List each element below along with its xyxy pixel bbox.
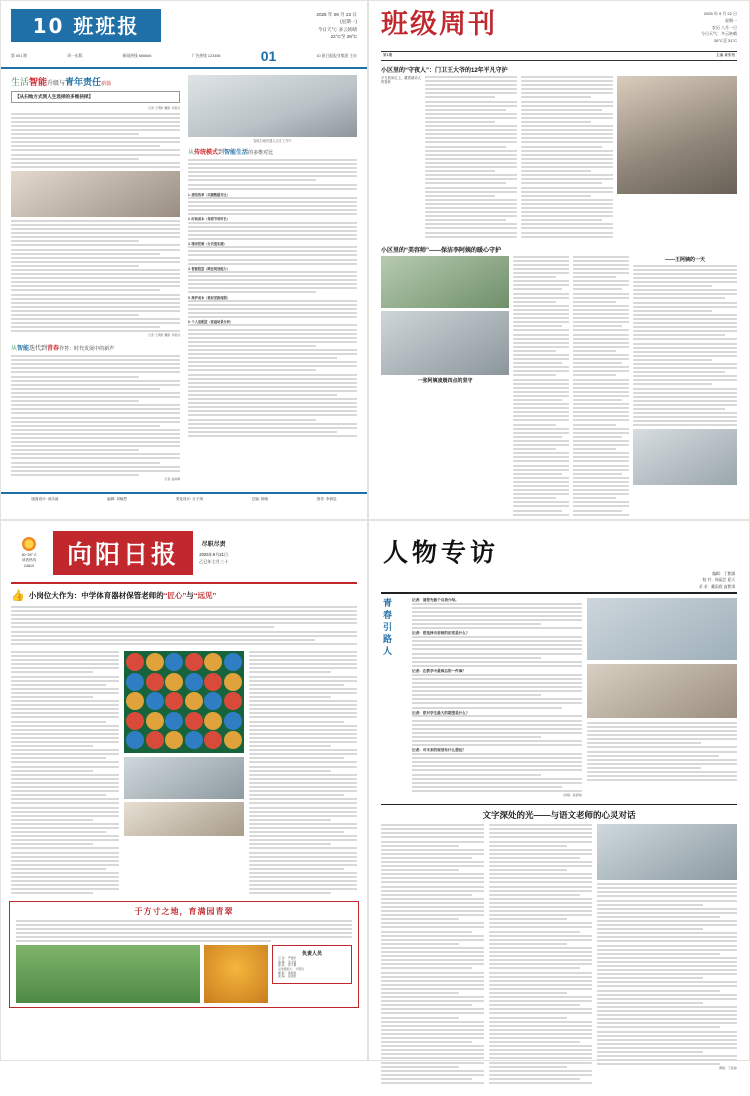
p1-lead-title bbox=[11, 75, 180, 88]
p3-date: 2025年9月21日 bbox=[199, 551, 229, 557]
p2-article-1-col2 bbox=[573, 256, 629, 518]
p3-duty-4: 摄 影： 黄梓航 bbox=[278, 970, 297, 975]
p2-col-right bbox=[633, 256, 737, 518]
p2-header bbox=[369, 1, 749, 47]
p1-lead-title-a: 生活 bbox=[11, 77, 30, 87]
p2-article-0-sub: 平凡的岗位上，藏着最动人的春秋 bbox=[381, 75, 421, 85]
p1-issue: 第 001 期 bbox=[11, 53, 28, 58]
p1-publisher: 10 班日报报业集团 主办 bbox=[316, 53, 357, 58]
p2-article-0-col2 bbox=[521, 76, 613, 240]
p3-lead-title bbox=[29, 590, 217, 601]
p3-photo-shelf-wrap bbox=[124, 651, 244, 897]
p1-adline: 广告热线 123456 bbox=[191, 53, 221, 58]
p1-photo-caption: 智能扫地机器人正在工作中 bbox=[253, 139, 292, 143]
p2-weather: 今日天气：多云转晴 bbox=[701, 31, 737, 37]
p4-vertical-title: 青春引路人 bbox=[382, 597, 392, 658]
p2-photo-mopping bbox=[381, 311, 509, 375]
p1-footer-4: 指导: 李润辰 bbox=[316, 496, 337, 501]
p2-meta bbox=[701, 11, 737, 45]
p1-page-number: 01 bbox=[260, 48, 277, 64]
p1-photo-person bbox=[11, 171, 180, 217]
p1-footer-0: 版面设计: 汤乐函 bbox=[31, 496, 59, 501]
p1-s2-post: 的多维对比 bbox=[248, 150, 274, 156]
p4-credit-right-0: (供稿：高紫琪) bbox=[563, 793, 582, 798]
p1-footer-2: 美化设计: 万子琪 bbox=[175, 496, 203, 501]
p4-photo-classroom bbox=[597, 824, 737, 880]
p2-weekday: 星期一 bbox=[725, 17, 737, 23]
p3-header bbox=[1, 521, 367, 579]
p3-weather bbox=[11, 537, 47, 569]
p1-left-column bbox=[11, 75, 180, 482]
p1-lead-body-2 bbox=[11, 220, 180, 333]
p4-photo-teacher bbox=[587, 664, 737, 718]
p3-duty-5: 美 编： 张锦依 bbox=[278, 974, 297, 979]
p3-lead-body bbox=[11, 606, 357, 645]
p4-q-0: 记者：请您先做个自我介绍。 bbox=[412, 597, 459, 602]
p1-s2-a: 传统模式 bbox=[194, 150, 219, 156]
p1-right-column bbox=[188, 75, 357, 482]
p3-box2-title: 于方寸之地，育满园青翠 bbox=[134, 906, 234, 916]
p1-s2-item-1: 2. 时间成本（每周节省时长） bbox=[188, 217, 230, 222]
p1-subbar bbox=[1, 46, 367, 69]
p1-date: 2025 年 09 月 22 日 bbox=[316, 11, 357, 17]
p3-lead-mid: 与 bbox=[186, 591, 194, 600]
p4-credit-2: 采 采：戴雨欣 高紫琪 bbox=[698, 584, 735, 589]
p1-section2-intro bbox=[188, 159, 357, 190]
p2-article-0-title: 小区里的“守夜人”：门卫王大爷的12年平凡守护 bbox=[381, 67, 508, 74]
p4-q-2: 记者：在教学中最难忘的一件事？ bbox=[412, 668, 466, 673]
p1-lead-subtitle: 【从扫地方式到人生选择的多维抉择】 bbox=[11, 91, 180, 103]
p4-photo-interview bbox=[587, 598, 737, 660]
sheet-xiangyang-daily bbox=[0, 520, 368, 1061]
sheet-class-weekly bbox=[368, 0, 750, 520]
p2-photo-guard-wrap bbox=[617, 76, 737, 240]
p1-section2-list bbox=[188, 193, 357, 437]
p4-q-4: 记者：对未来的规划有什么想法？ bbox=[412, 748, 466, 753]
p2-photo-cleaner-wrap bbox=[381, 256, 509, 518]
p3-duty-2: 排 版： 周子墨 bbox=[278, 963, 297, 968]
p3-duty-3: 采访组组长： 卢陈辰 bbox=[278, 966, 304, 971]
p1-s3-a: 智能 bbox=[17, 346, 30, 353]
sun-icon bbox=[22, 537, 36, 551]
p3-lead-title-a: 小岗位大作为： bbox=[28, 591, 82, 600]
p2-article-3-title: 一张阿姨凌晨四点的坚守 bbox=[417, 377, 473, 384]
p3-col-right bbox=[249, 651, 357, 897]
p1-lead-title-d: 青年责任 bbox=[65, 77, 102, 87]
p4-masthead: 人物专访 bbox=[383, 538, 500, 567]
p2-masthead: 班级周刊 bbox=[381, 9, 497, 40]
p3-photo-storage bbox=[124, 802, 244, 836]
p3-rule bbox=[11, 582, 357, 584]
p1-section3 bbox=[11, 343, 180, 481]
p1-s2-item-2: 3. 噪音控制（分贝值实测） bbox=[188, 242, 227, 247]
p1-lead-title-b: 智能 bbox=[29, 77, 48, 87]
p1-weekday: (星期一) bbox=[340, 19, 357, 25]
p2-date: 2025 年 9 月 22 日 bbox=[703, 11, 737, 16]
p2-issue: 第1期 bbox=[383, 53, 393, 58]
p2-article-1-title: 小区里的“美容师”——保洁李阿姨的暖心守护 bbox=[381, 247, 502, 254]
p1-week: 周一出版 bbox=[67, 53, 83, 58]
p2-article-1-col1 bbox=[513, 256, 569, 518]
sheet-class-bulletin bbox=[0, 0, 368, 520]
p4-rule-2 bbox=[381, 804, 737, 806]
p1-masthead: 10 班班报 bbox=[11, 9, 161, 42]
p3-photo-equipment-shelf bbox=[124, 651, 244, 753]
p3-duty-1: 编 辑： 沈书瑶 bbox=[278, 959, 297, 964]
p3-hotline-label: 读者热线 bbox=[21, 558, 37, 563]
p1-s3-post: 作答：时代发展中的新声 bbox=[59, 346, 115, 353]
p1-header bbox=[1, 1, 367, 46]
p1-section2-title bbox=[188, 147, 357, 156]
p4-a2-photo-col bbox=[597, 824, 737, 1086]
p2-editor-name: 姜奕柏 bbox=[724, 53, 735, 58]
p1-footer-1: 编辑: 刘晓然 bbox=[107, 496, 128, 501]
p1-s2-item-5: 6. 个人适配度（家庭场景分析） bbox=[188, 320, 233, 325]
p2-article-2-title: ——王阿姨的一天 bbox=[664, 256, 705, 263]
p1-s2-b: 智能生活 bbox=[224, 150, 249, 156]
p4-credit-0: 编辑：丁紫涵 bbox=[712, 572, 735, 576]
p1-s2-item-3: 4. 智能程度（路径规划能力） bbox=[188, 266, 230, 271]
p3-box2-body bbox=[16, 920, 352, 942]
p1-footer bbox=[1, 492, 367, 505]
p2-article-0-col1 bbox=[425, 76, 517, 240]
p1-lead-byline-2: 记者: 王明轩 摄影: 李思远 bbox=[148, 333, 180, 338]
p2-editor bbox=[716, 53, 735, 58]
p3-photo-flower bbox=[204, 945, 268, 1003]
p1-s3-b: 青春 bbox=[47, 346, 60, 353]
p3-lunar: 乙巳年七月三十 bbox=[199, 559, 229, 565]
p4-credit-1: 校 对：杨晶芸 夏天 bbox=[702, 578, 735, 583]
p3-photo-indoor bbox=[124, 757, 244, 799]
thumbs-up-icon: 👍 bbox=[11, 590, 25, 602]
p1-section3-body bbox=[11, 355, 180, 476]
p2-editor-label: 主编 bbox=[716, 53, 724, 58]
p1-s2-item-0: 1. 清洁效率（实测数据对比） bbox=[188, 192, 230, 197]
p1-section3-title bbox=[11, 343, 180, 352]
p3-duty-title: 负责人员 bbox=[301, 951, 322, 958]
p4-rule bbox=[381, 592, 737, 594]
p3-lead-q1: “匠心” bbox=[163, 591, 187, 600]
p1-lead-byline: 记者: 王明轩 摄影: 李思远 bbox=[148, 106, 180, 110]
p3-duty-box bbox=[272, 945, 352, 984]
p1-s3-pre: 从 bbox=[11, 346, 18, 353]
p4-q-3: 记者：您对学生最大的期望是什么？ bbox=[412, 710, 470, 715]
p1-photo-robot bbox=[188, 75, 357, 137]
p4-vertical-title-wrap bbox=[381, 598, 407, 798]
p4-a2-col1 bbox=[381, 824, 484, 1086]
p1-footer-3: 总编: 蒋晓 bbox=[251, 496, 268, 501]
p1-date-block bbox=[169, 9, 357, 42]
p2-issuebar bbox=[381, 51, 737, 61]
p3-lead-q2: “远见” bbox=[193, 591, 217, 600]
p2-lunar: 农历 八月一日 bbox=[711, 24, 737, 30]
p3-duty-0: 记 者： 严嘉轩 bbox=[278, 956, 297, 961]
p4-q-1: 记者：您选择当老师的初衷是什么？ bbox=[412, 631, 470, 636]
p2-article-2-body bbox=[633, 265, 737, 427]
p1-lead-title-e: 新篇 bbox=[101, 81, 112, 87]
p1-s2-pre: 从 bbox=[188, 150, 195, 156]
p4-a2-col2 bbox=[489, 824, 592, 1086]
p2-body bbox=[369, 61, 749, 526]
p2-temp: 26°C至 31°C bbox=[714, 38, 737, 44]
p3-hotline: 24810 bbox=[24, 563, 34, 568]
p3-lead-title-b: 中学体育器材保管老师的 bbox=[81, 591, 164, 600]
p3-slogan: 尽职尽责 bbox=[201, 542, 226, 549]
p3-secondary-box bbox=[9, 901, 359, 1008]
p1-weather: 今日天气: 多云转晴 bbox=[317, 26, 357, 32]
p2-photo-cleaner bbox=[381, 256, 509, 308]
p4-photo-column bbox=[587, 598, 737, 798]
p4-qa-column bbox=[412, 598, 582, 798]
p1-temp: 22°C至 29°C bbox=[330, 33, 357, 39]
p3-right-block bbox=[199, 540, 228, 566]
p4-article2-title: 文字深处的光——与语文老师的心灵对话 bbox=[482, 810, 636, 821]
p3-photo-field bbox=[16, 945, 200, 1003]
p1-newsline: 新闻热线 666666 bbox=[122, 53, 152, 58]
p3-col-left bbox=[11, 651, 119, 897]
p1-lead-body bbox=[11, 113, 180, 168]
p1-section3-byline: 记者: 赵雨晴 bbox=[164, 476, 180, 481]
p3-masthead: 向阳日报 bbox=[53, 531, 193, 575]
p2-photo-hallway bbox=[633, 429, 737, 485]
p1-s2-item-4: 5. 维护成本（耗材更换周期） bbox=[188, 295, 230, 300]
sheet-people-interview bbox=[368, 520, 750, 1071]
p1-s3-mid: 迭代到 bbox=[29, 346, 48, 353]
p1-s2-mid: 到 bbox=[218, 150, 225, 156]
p1-columns bbox=[1, 69, 367, 488]
p1-lead-title-c: 升级与 bbox=[47, 81, 66, 87]
p3-lead-head bbox=[1, 587, 367, 606]
p4-credits bbox=[369, 571, 749, 590]
p4-credit-right-1: 撰稿：丁紫涵) bbox=[719, 1066, 737, 1071]
p3-temp: 30~28° C bbox=[21, 553, 37, 558]
p2-photo-guard bbox=[617, 76, 737, 194]
